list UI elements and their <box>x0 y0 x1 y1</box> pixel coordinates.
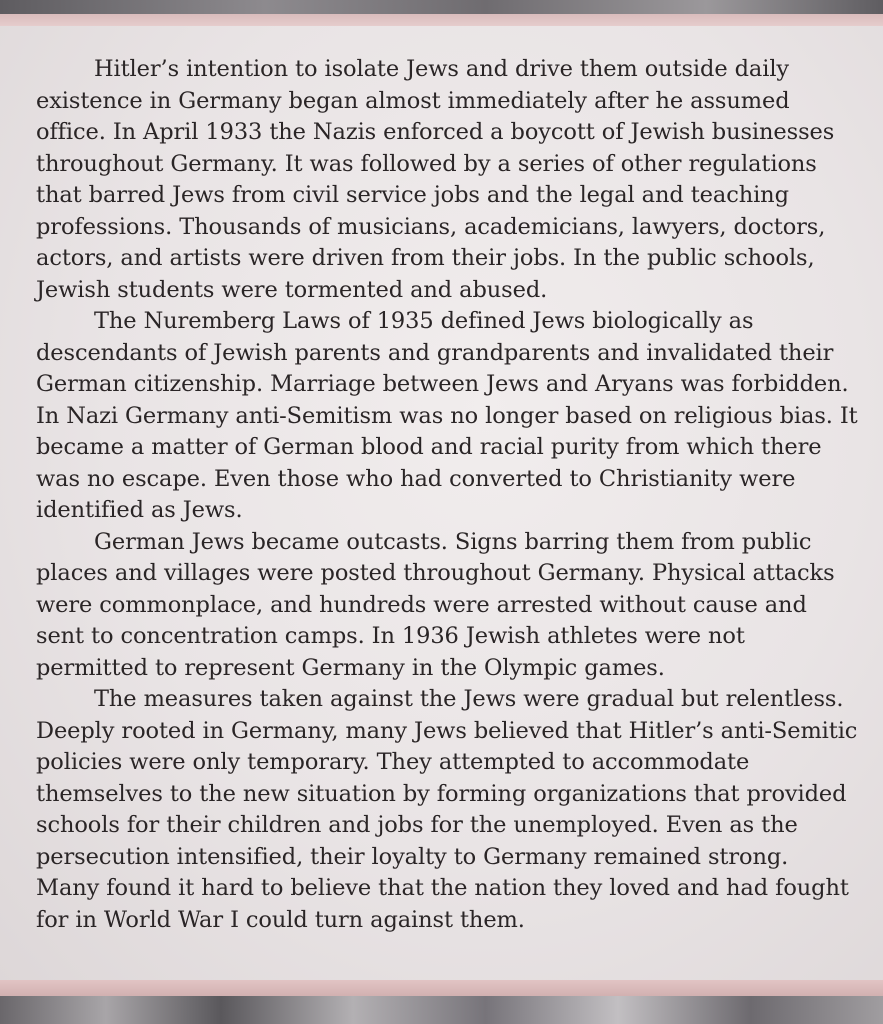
paragraph-1: Hitler’s intention to isolate Jews and drive them outside daily existence in Germany began almost immediately after he assumed office. In April 1933 the Nazis enforced a boycott of Jewish businesses throughout Germany. It was followed by a series of other regulations that barred Jews from civil service jobs and the legal and teaching professions. Thousands of musicians, academicians, lawyers, doctors, actors, and artists were driven from their jobs. In the public schools, Jewish students were tormented and abused. <box>36 56 835 303</box>
placard-text <box>36 54 858 936</box>
paragraph-3: German Jews became outcasts. Signs barring them from public places and villages were posted throughout Germany. Physical attacks were commonplace, and hundreds were arrested without cause and sent to concentration camps. In 1936 Jewish athletes were not permitted to represent Germany in the Olympic games. <box>36 528 835 681</box>
background-strip-bottom <box>0 996 883 1024</box>
paragraph-2: The Nuremberg Laws of 1935 defined Jews biologically as descendants of Jewish parents and grandparents and invalidated their German citizenship. Marriage between Jews and Aryans was forbidden. In Nazi Germany anti-Semitism was no longer based on religious bias. It became a matter of German blood and racial purity from which there was no escape. Even those who had converted to Christianity were identified as Jews. <box>36 308 858 523</box>
paragraph-4: The measures taken against the Jews were gradual but relentless. Deeply rooted in Germany, many Jews believed that Hitler’s anti-Semitic policies were only temporary. They attempted to accommodate themselves to the new situation by forming organizations that provided schools for their children and jobs for the unemployed. Even as the persecution intensified, their loyalty to Germany remained strong. Many found it hard to believe that the nation they loved and had fought for in World War I could turn against them. <box>36 686 858 933</box>
